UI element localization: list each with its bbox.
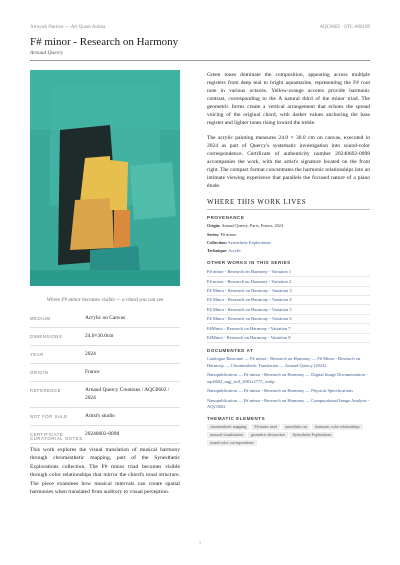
metadata-value: France bbox=[85, 369, 100, 375]
provenance-collection bbox=[207, 240, 370, 246]
other-work-link[interactable]: F#Minor - Research on Harmony - Variation 7 bbox=[207, 324, 370, 333]
metadata-row-certificate bbox=[30, 426, 180, 444]
metadata-key: CERTIFICATE bbox=[30, 432, 64, 437]
metadata-value: 24.0×30.0cm bbox=[85, 333, 114, 339]
provenance-technique bbox=[207, 248, 370, 254]
metadata-row-origin bbox=[30, 364, 180, 382]
artwork-caption: Where F# minor becomes visible — a chord you can see bbox=[46, 297, 164, 303]
provenance-series bbox=[207, 232, 370, 238]
other-work-link[interactable]: F# minor - Research on Harmony - Variation 1 bbox=[207, 268, 370, 277]
provenance-value: Arnaud Quercy, Paris, France, 2024 bbox=[221, 223, 284, 229]
metadata-key: REFERENCE bbox=[30, 388, 62, 393]
metadata-row-medium bbox=[30, 310, 180, 328]
metadata-row-dimensions bbox=[30, 328, 180, 346]
theme-tag: geometric abstraction bbox=[248, 432, 288, 438]
description-paragraph: Green tones dominate the composition, appearing across multiple registers from deep teal to bright aquamarine, representing the F# root note in various octaves. Yellow-orange accents provide harmonic contrast, corresponding to the A natural third of the minor triad. The geometric forms create a vertical arrangement that echoes the spread voicing of the original chord, with darker values anchoring the bass register and lighter tones rising toward the treble. bbox=[207, 72, 370, 127]
metadata-value: 20240602-0098 bbox=[85, 431, 120, 437]
themes-heading: THEMATIC ELEMENTS bbox=[207, 415, 266, 421]
provenance-label: Collection: bbox=[207, 239, 228, 245]
metadata-value: Arnaud Quercy Creations / AQC0602 / 2024 bbox=[85, 387, 170, 401]
metadata-value: 2024 bbox=[85, 351, 96, 357]
provenance-value: F# minor bbox=[220, 231, 237, 237]
provenance-heading: PROVENANCE bbox=[207, 215, 245, 221]
page-title: F# minor - Research on Harmony bbox=[30, 36, 179, 48]
theme-tag: musical visualization bbox=[207, 432, 246, 438]
artwork-image bbox=[30, 70, 180, 286]
other-work-link[interactable]: F# Minor - Research on Harmony - Variation 4 bbox=[207, 296, 370, 305]
provenance-label: Technique: bbox=[207, 248, 228, 254]
theme-tag: harmonic color relationships bbox=[312, 424, 363, 430]
curatorial-notes-heading: CURATORIAL NOTES bbox=[30, 436, 83, 441]
theme-tag: chromesthetic mapping bbox=[207, 424, 249, 430]
other-work-link[interactable]: F#Minor - Research on Harmony - Variation 8 bbox=[207, 334, 370, 343]
documented-heading: DOCUMENTED AT bbox=[207, 348, 254, 354]
provenance-origin bbox=[207, 223, 370, 229]
provenance-label: Series: bbox=[207, 231, 220, 237]
theme-tag: F# minor triad bbox=[251, 424, 279, 430]
right-column bbox=[207, 71, 370, 446]
other-work-link[interactable]: F# Minor - Research on Harmony - Variation 5 bbox=[207, 305, 370, 314]
description-paragraph: The acrylic painting measures 24.0 × 30.0 cm on canvas, executed in 2024 as part of Quercy's systematic investigation into sound-color correspondence. Certificate of authenticity number 20240602-0098 accompanies the work, with the artist's signature located on the front right. The compact format concentrates the harmonic relationships into an intimate viewing experience that parallels the focused nature of a piano étude. bbox=[207, 134, 370, 190]
other-work-link[interactable]: F# Minor - Research on Harmony - Variation 3 bbox=[207, 287, 370, 296]
technique-link[interactable]: Acrylic bbox=[228, 248, 242, 254]
theme-tag: sound-color correspondence bbox=[207, 440, 257, 446]
metadata-value: Acrylic on Canvas bbox=[85, 315, 126, 321]
theme-tag: Synesthetic Explorations bbox=[290, 432, 335, 438]
documentation-link[interactable]: Catalogue Raisonné — F# minor - Research on Harmony — F# Minor - Research on Harmony — Chromesthetic Translation — Arnaud Quercy (2024) bbox=[207, 356, 361, 368]
artist-name: Arnaud Quercy bbox=[30, 50, 64, 56]
metadata-key: ORIGIN bbox=[30, 370, 49, 375]
documentation-link[interactable]: Nanopublication — F# minor - Research on Harmony — Computational Image Analysis - AQC0602 bbox=[207, 397, 370, 410]
metadata-row-reference bbox=[30, 382, 180, 408]
documentation-link[interactable]: Nanopublication — F# minor - Research on Harmony — Physical Specifications bbox=[207, 388, 353, 394]
metadata-key: NOT FOR SALE bbox=[30, 414, 68, 419]
metadata-key: MEDIUM bbox=[30, 316, 51, 321]
header-divider bbox=[30, 60, 370, 61]
curatorial-notes-text: This work explores the visual translation of musical harmony through chromesthetic mapping, part of the Synesthetic Explorations collection. The F# minor triad becomes visible through color relationships that mirror the chord's tonal structure. The piece examines how musical intervals can create spatial harmonies when translated from auditory to visual perception. bbox=[30, 447, 180, 495]
other-work-link[interactable]: F# Minor - Research on Harmony - Variation 6 bbox=[207, 315, 370, 324]
reference-code: AQC0602 · STC-000199 bbox=[319, 25, 370, 30]
collection-link[interactable]: Synesthetic Explorations bbox=[228, 239, 271, 245]
provenance-label: Origin: bbox=[207, 223, 221, 229]
other-works-heading: OTHER WORKS IN THIS SERIES bbox=[207, 259, 291, 265]
metadata-row-sale-status bbox=[30, 408, 180, 426]
documentation-link[interactable]: Nanopublication — F# minor - Research on Harmony — Digital Image Documentation - aqc0602_mgj_full_2081x2775_webp bbox=[207, 372, 368, 384]
metadata-value: Artist's studio bbox=[85, 413, 115, 419]
metadata-row-year bbox=[30, 346, 180, 364]
page-header bbox=[30, 25, 370, 30]
theme-tag: synesthetic art bbox=[282, 424, 310, 430]
publication-name: Artwork Notices — Art Quant Anima bbox=[30, 25, 106, 30]
theme-tags bbox=[207, 424, 370, 446]
metadata-key: DIMENSIONS bbox=[30, 334, 63, 339]
metadata-table bbox=[30, 310, 180, 444]
where-heading: WHERE THIS WORK LIVES bbox=[207, 198, 370, 210]
page-number: 1 bbox=[198, 540, 202, 545]
other-work-link[interactable]: F# minor - Research on Harmony - Variation 2 bbox=[207, 277, 370, 286]
metadata-key: YEAR bbox=[30, 352, 44, 357]
